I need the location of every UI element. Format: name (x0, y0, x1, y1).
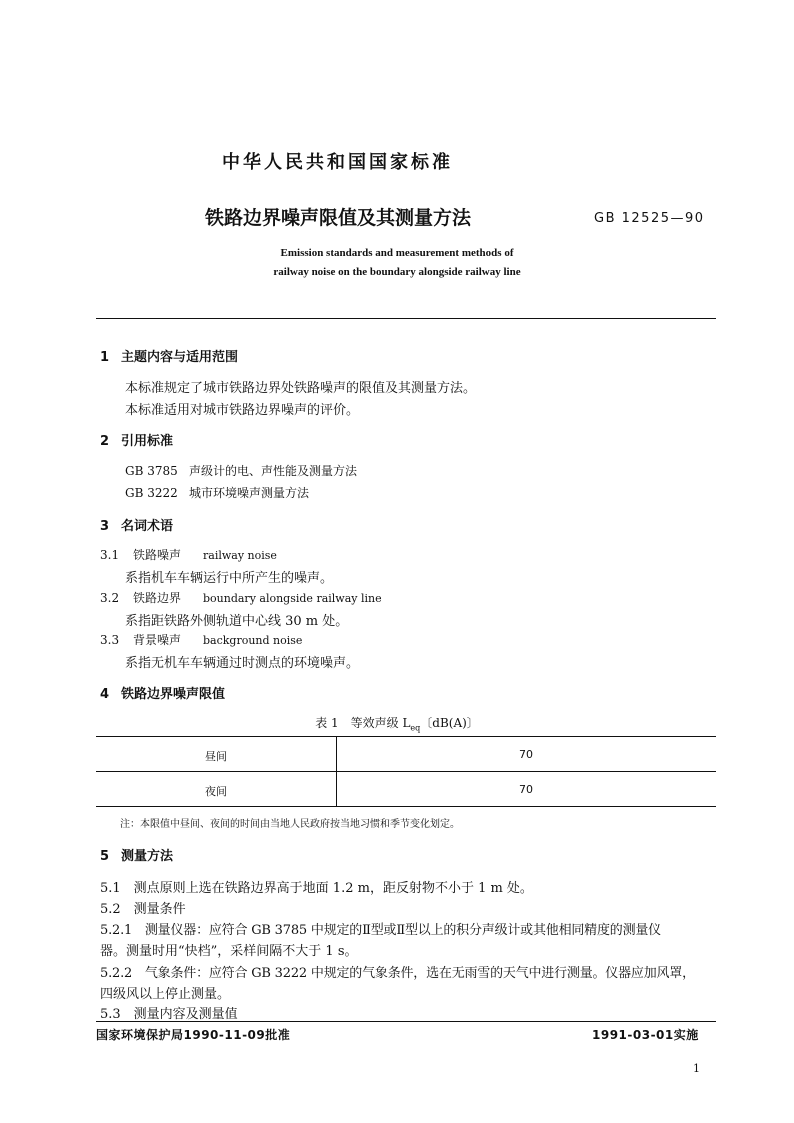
title-en-line2: railway noise on the boundary alongside railway line (273, 266, 521, 278)
section-number: 3 (100, 519, 110, 534)
section-title: 名词术语 (121, 519, 174, 534)
term-definition: 系指机车车辆运行中所产生的噪声。 (125, 571, 334, 586)
term-cn: 铁路边界 (133, 591, 182, 605)
clause-5-2: 5.2 测量条件 (100, 902, 186, 917)
clause-5-2-2-line1: 5.2.2 气象条件：应符合 GB 3222 中规定的气象条件，选在无雨雪的天气中进行测量。仪器应加风罩， (100, 966, 695, 981)
clause-5-3: 5.3 测量内容及测量值 (100, 1007, 238, 1022)
approval-note: 国家环境保护局1990-11-09批准 (96, 1028, 291, 1042)
section-number: 1 (100, 350, 110, 365)
clause-5-1: 5.1 测点原则上选在铁路边界高于地面 1.2 m，距反射物不小于 1 m 处。 (100, 881, 533, 896)
term-en: background noise (203, 634, 303, 647)
section-number: 4 (100, 687, 110, 702)
term-en: boundary alongside railway line (203, 592, 382, 605)
term-definition: 系指距铁路外侧轨道中心线 30 m 处。 (125, 614, 349, 629)
table-column-divider (336, 736, 337, 806)
standard-code: GB 12525—90 (594, 211, 705, 226)
section-title: 主题内容与适用范围 (121, 350, 239, 365)
term-number: 3.1 (100, 548, 120, 562)
caption-text: 表 1 等效声级 L (315, 716, 411, 730)
standard-type: 中华人民共和国国家标准 (222, 152, 453, 173)
table-cell-period: 昼间 (205, 750, 227, 763)
section-2-heading (100, 430, 173, 449)
section-number: 5 (100, 849, 110, 864)
term-item (100, 546, 277, 563)
term-cn: 背景噪声 (133, 633, 182, 647)
footer-divider (96, 1021, 716, 1022)
clause-5-2-2-line2: 四级风以上停止测量。 (100, 987, 231, 1002)
header-divider (96, 318, 716, 319)
reference-item (125, 484, 309, 501)
term-item (100, 631, 302, 648)
caption-unit: 〔dB(A)〕 (420, 716, 479, 730)
term-definition: 系指无机车车辆通过时测点的环境噪声。 (125, 656, 360, 671)
term-number: 3.2 (100, 591, 120, 605)
reference-code: GB 3222 (125, 486, 178, 500)
clause-5-2-1-line2: 器。测量时用“快档”，采样间隔不大于 1 s。 (100, 944, 358, 959)
term-number: 3.3 (100, 633, 120, 647)
document-title: 铁路边界噪声限值及其测量方法 (205, 207, 472, 229)
title-en-line1: Emission standards and measurement methods of (280, 247, 514, 259)
table-note: 注：本限值中昼间、夜间的时间由当地人民政府按当地习惯和季节变化划定。 (120, 819, 460, 830)
reference-item (125, 462, 357, 479)
reference-title: 城市环境噪声测量方法 (189, 486, 310, 500)
table-top-rule (96, 736, 716, 737)
table-row-divider (96, 771, 716, 772)
section-title: 测量方法 (121, 849, 174, 864)
table-cell-period: 夜间 (205, 785, 227, 798)
reference-code: GB 3785 (125, 464, 178, 478)
section-5-heading (100, 845, 173, 864)
term-item (100, 589, 382, 606)
section-3-heading (100, 515, 173, 534)
table-bottom-rule (96, 806, 716, 807)
term-en: railway noise (203, 549, 277, 562)
section-4-heading (100, 683, 225, 702)
paragraph: 本标准规定了城市铁路边界处铁路噪声的限值及其测量方法。 (125, 381, 477, 396)
clause-5-2-1-line1: 5.2.1 测量仪器：应符合 GB 3785 中规定的Ⅱ型或Ⅱ型以上的积分声级计或其他相同精度的测量仪 (100, 923, 661, 938)
section-number: 2 (100, 434, 110, 449)
paragraph: 本标准适用对城市铁路边界噪声的评价。 (125, 403, 360, 418)
reference-title: 声级计的电、声性能及测量方法 (189, 464, 358, 478)
table-cell-value: 70 (519, 783, 533, 796)
table-cell-value: 70 (519, 748, 533, 761)
caption-subscript: eq (410, 723, 421, 733)
term-cn: 铁路噪声 (133, 548, 182, 562)
table-caption (0, 714, 794, 732)
page-number: 1 (693, 1062, 700, 1075)
section-title: 铁路边界噪声限值 (121, 687, 226, 702)
implementation-note: 1991-03-01实施 (592, 1028, 699, 1042)
section-title: 引用标准 (121, 434, 174, 449)
section-1-heading (100, 346, 238, 365)
